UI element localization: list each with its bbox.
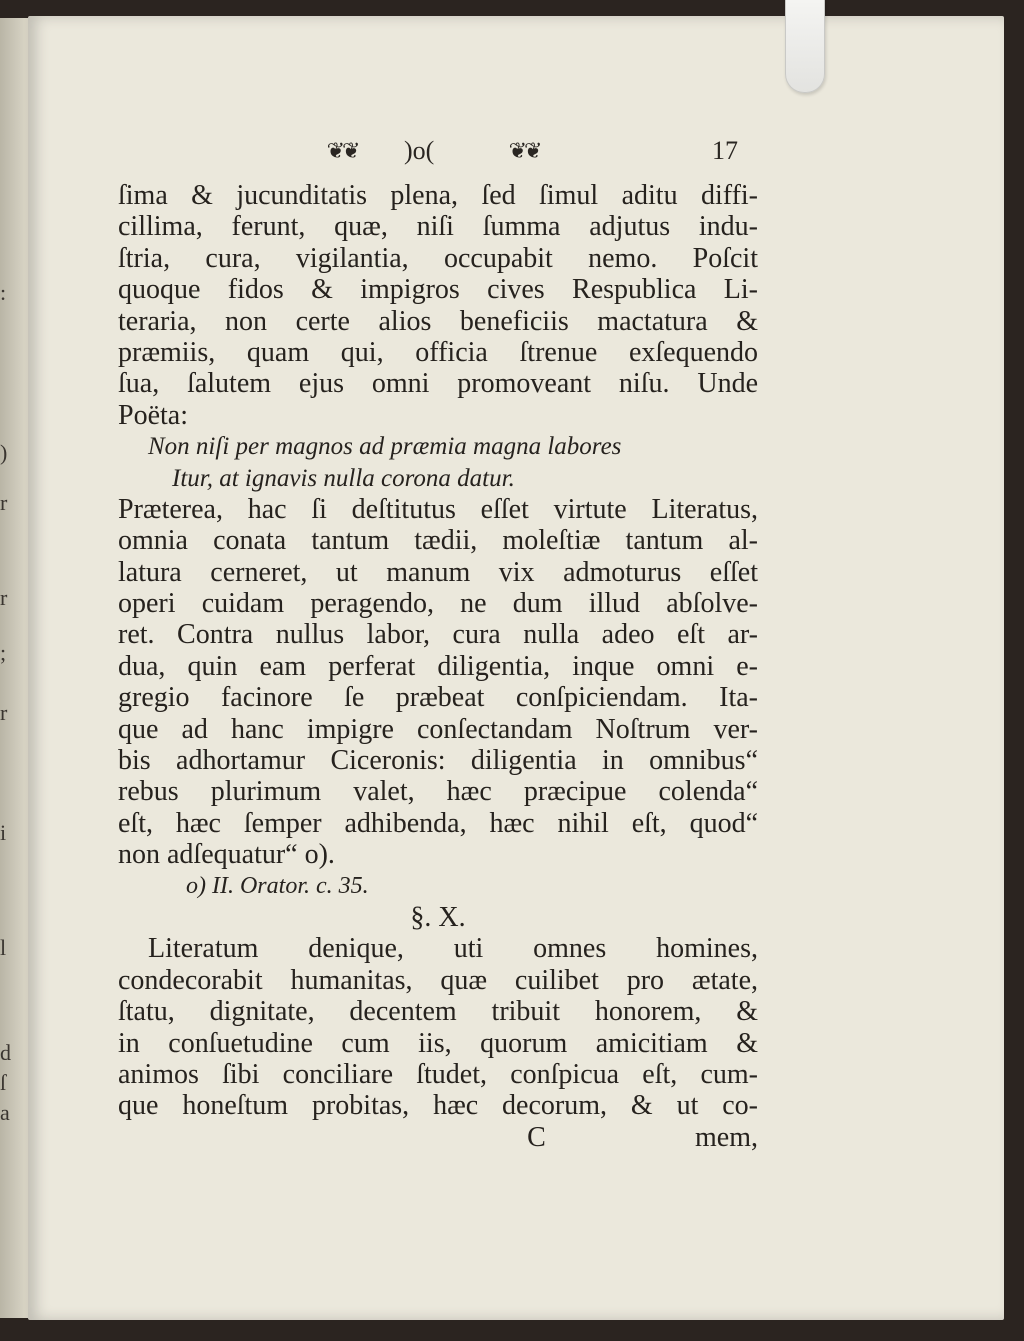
text-line: condecorabit humanitas, quæ cuilibet pro ætate,: [118, 964, 758, 996]
page-footer: [118, 1122, 758, 1153]
footnote: o) II. Orator. c. 35.: [186, 872, 369, 899]
left-page-fragment: ſ: [0, 1070, 7, 1095]
left-page-fragment: r: [0, 490, 8, 515]
text-line: que honeſtum probitas, hæc decorum, & ut co-: [118, 1090, 758, 1122]
text-line: teraria, non certe alios beneficiis mactatura &: [118, 305, 758, 337]
text-line: operi cuidam peragendo, ne dum illud abſolve-: [118, 588, 758, 620]
verse-line: Itur, at ignavis nulla corona datur.: [172, 464, 515, 492]
text-line: ſtatu, dignitate, decentem tribuit honorem, &: [118, 996, 758, 1028]
left-page-fragment: r: [0, 700, 8, 725]
text-line: omnia conata tantum tædii, moleſtiæ tantum al-: [118, 525, 758, 557]
paragraph-2: [118, 494, 758, 871]
page-body: [118, 180, 758, 1153]
left-page-fragment: a: [0, 1100, 10, 1125]
text-line: ſua, ſalutem ejus omni promoveant niſu. Unde: [118, 368, 758, 400]
running-header: [0, 132, 1024, 172]
ornament-right-icon: ❦❦: [508, 138, 540, 163]
ornament-left-icon: ❦❦: [326, 138, 358, 163]
paragraph-3: [118, 933, 758, 1121]
text-line: Literatum denique, uti omnes homines,: [148, 933, 758, 965]
text-line: in conſuetudine cum iis, quorum amicitiam &: [118, 1027, 758, 1059]
text-line: rebus plurimum valet, hæc præcipue colenda“: [118, 776, 758, 808]
page-number: 17: [712, 136, 738, 165]
running-head: )o(: [404, 136, 435, 165]
signature-mark: C: [527, 1121, 546, 1153]
text-line: latura cerneret, ut manum vix admoturus eſſet: [118, 556, 758, 588]
verse-quote: [118, 431, 758, 494]
text-line: ret. Contra nullus labor, cura nulla adeo eſt ar-: [118, 619, 758, 651]
text-line: non adſequatur“ o).: [118, 839, 335, 871]
text-line: que ad hanc impigre conſectandam Noſtrum ver-: [118, 713, 758, 745]
left-page-fragment: :: [0, 280, 7, 305]
text-line: præmiis, quam qui, officia ſtrenue exſequendo: [118, 336, 758, 368]
left-page-fragment: r: [0, 585, 8, 610]
catchword: mem,: [695, 1121, 758, 1153]
text-line: cillima, ferunt, quæ, niſi ſumma adjutus indu-: [118, 211, 758, 243]
text-line: animos ſibi conciliare ſtudet, conſpicua eſt, cum-: [118, 1058, 758, 1090]
text-line: gregio facinore ſe præbeat conſpiciendam. Ita-: [118, 682, 758, 714]
section-heading: §. X.: [410, 901, 466, 933]
text-line: dua, quin eam perferat diligentia, inque omni e-: [118, 650, 758, 682]
paragraph-1: [118, 180, 758, 431]
left-page-fragment: ;: [0, 640, 7, 665]
left-page-fragment: ): [0, 440, 8, 465]
text-line: Poëta:: [118, 399, 188, 431]
left-page-fragment: i: [0, 820, 7, 845]
text-line: eſt, hæc ſemper adhibenda, hæc nihil eſt, quod“: [118, 807, 758, 839]
text-line: bis adhortamur Ciceronis: diligentia in omnibus“: [118, 745, 758, 777]
text-line: Præterea, hac ſi deſtitutus eſſet virtute Literatus,: [118, 493, 758, 525]
left-page-fragment: d: [0, 1040, 11, 1065]
verse-line: Non niſi per magnos ad præmia magna labores: [148, 433, 622, 461]
left-page-fragment: l: [0, 935, 7, 960]
text-line: ſtria, cura, vigilantia, occupabit nemo. Poſcit: [118, 242, 758, 274]
text-line: quoque fidos & impigros cives Respublica Li-: [118, 274, 758, 306]
page-clip: [785, 0, 825, 93]
text-line: ſima & jucunditatis plena, ſed ſimul aditu diffi-: [118, 180, 758, 211]
